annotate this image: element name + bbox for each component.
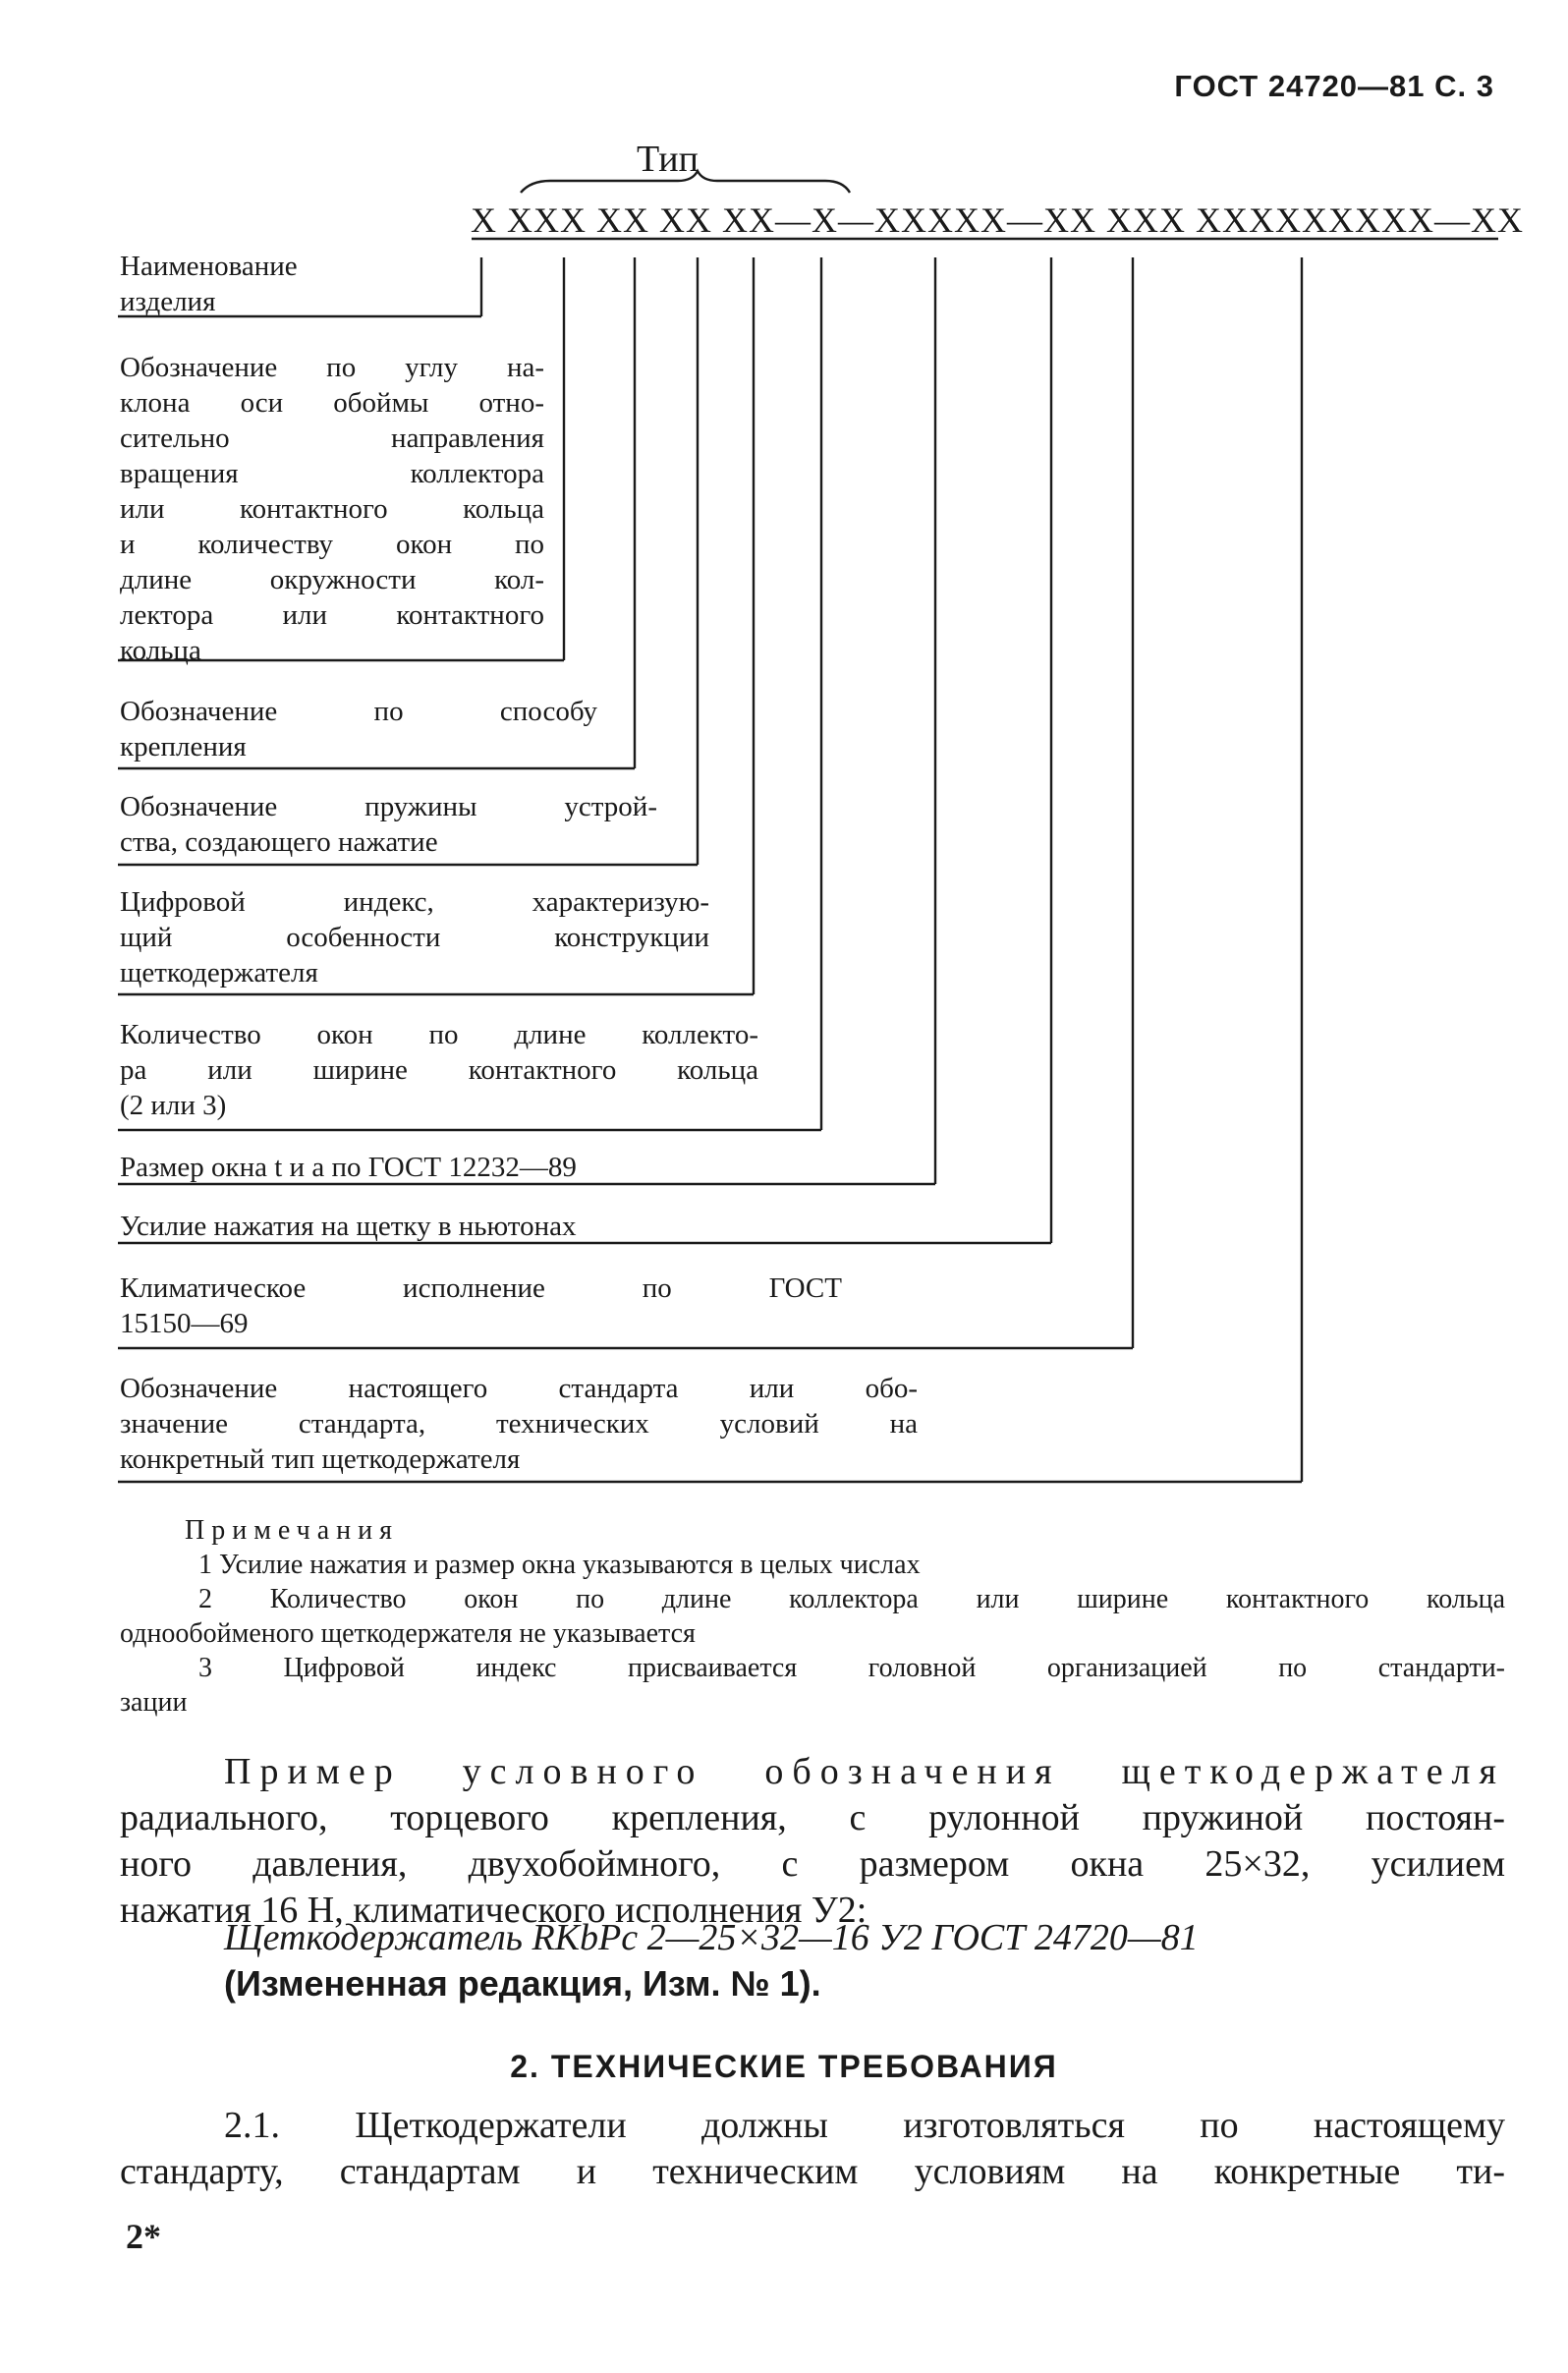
desc-mounting: Обозначение по способу крепления: [120, 696, 597, 763]
desc-index: Цифровой индекс, характеризую- щий особенности конструкции щеткодержателя: [120, 886, 709, 989]
desc-standard: Обозначение настоящего стандарта или обо- значение стандарта, технических условий на конкретный тип щеткодержателя: [120, 1373, 918, 1475]
page-mark: 2*: [126, 2217, 161, 2256]
desc-spring: Обозначение пружины устрой- ства, создающего нажатие: [120, 791, 657, 858]
example-designation: Щеткодержатель RKbPc 2—25×32—16 У2 ГОСТ 24720—81: [224, 1917, 1199, 1958]
desc-climate: Климатическое исполнение по ГОСТ 15150—69: [120, 1272, 842, 1339]
section-title: 2. ТЕХНИЧЕСКИЕ ТРЕБОВАНИЯ: [510, 2049, 1058, 2084]
page-header: ГОСТ 24720—81 С. 3: [1174, 69, 1494, 103]
notes-block: Примечания 1 Усилие нажатия и размер окна указываются в целых числах 2 Количество окон по длине коллектора или ширине контактного кольца однообойменого щеткодержателя не указывается 3 Цифровой индекс присваивается головной организацией по стандарти- зации: [120, 1515, 1505, 1718]
type-brace: [521, 171, 850, 193]
desc-force: Усилие нажатия на щетку в ньютонах: [120, 1211, 577, 1242]
amendment-note: (Измененная редакция, Изм. № 1).: [224, 1963, 821, 2004]
desc-windows: Количество окон по длине коллекто- ра или ширине контактного кольца (2 или 3): [120, 1019, 758, 1121]
type-label: Тип: [637, 139, 699, 180]
section-paragraph: 2.1. Щеткодержатели должны изготовляться по настоящему стандарту, стандартам и техническим условиям на конкретные ти-: [120, 2105, 1505, 2192]
designation-code: X XXX XX XX XX—X—XXXXX—XX XXX XXXXXXXXX—XX: [471, 200, 1524, 240]
desc-window-size: Размер окна t и a по ГОСТ 12232—89: [120, 1152, 577, 1183]
notes-title: Примечания: [185, 1515, 400, 1546]
example-block: Пример условного обозначения щеткодержателя радиального, торцевого крепления, с рулонной пружиной постоян- ного давления, двухобоймного, с размером окна 25×32, усилием нажатия 16 Н, климатического исполнения У2:: [120, 1751, 1505, 1931]
desc-product-name: Наименование изделия: [120, 251, 298, 317]
desc-angle: Обозначение по углу на- клона оси обоймы отно- сительно направления вращения коллектора или контактного кольца и количеству окон по длине окружности кол- лектора или контактного кольца: [120, 352, 544, 666]
